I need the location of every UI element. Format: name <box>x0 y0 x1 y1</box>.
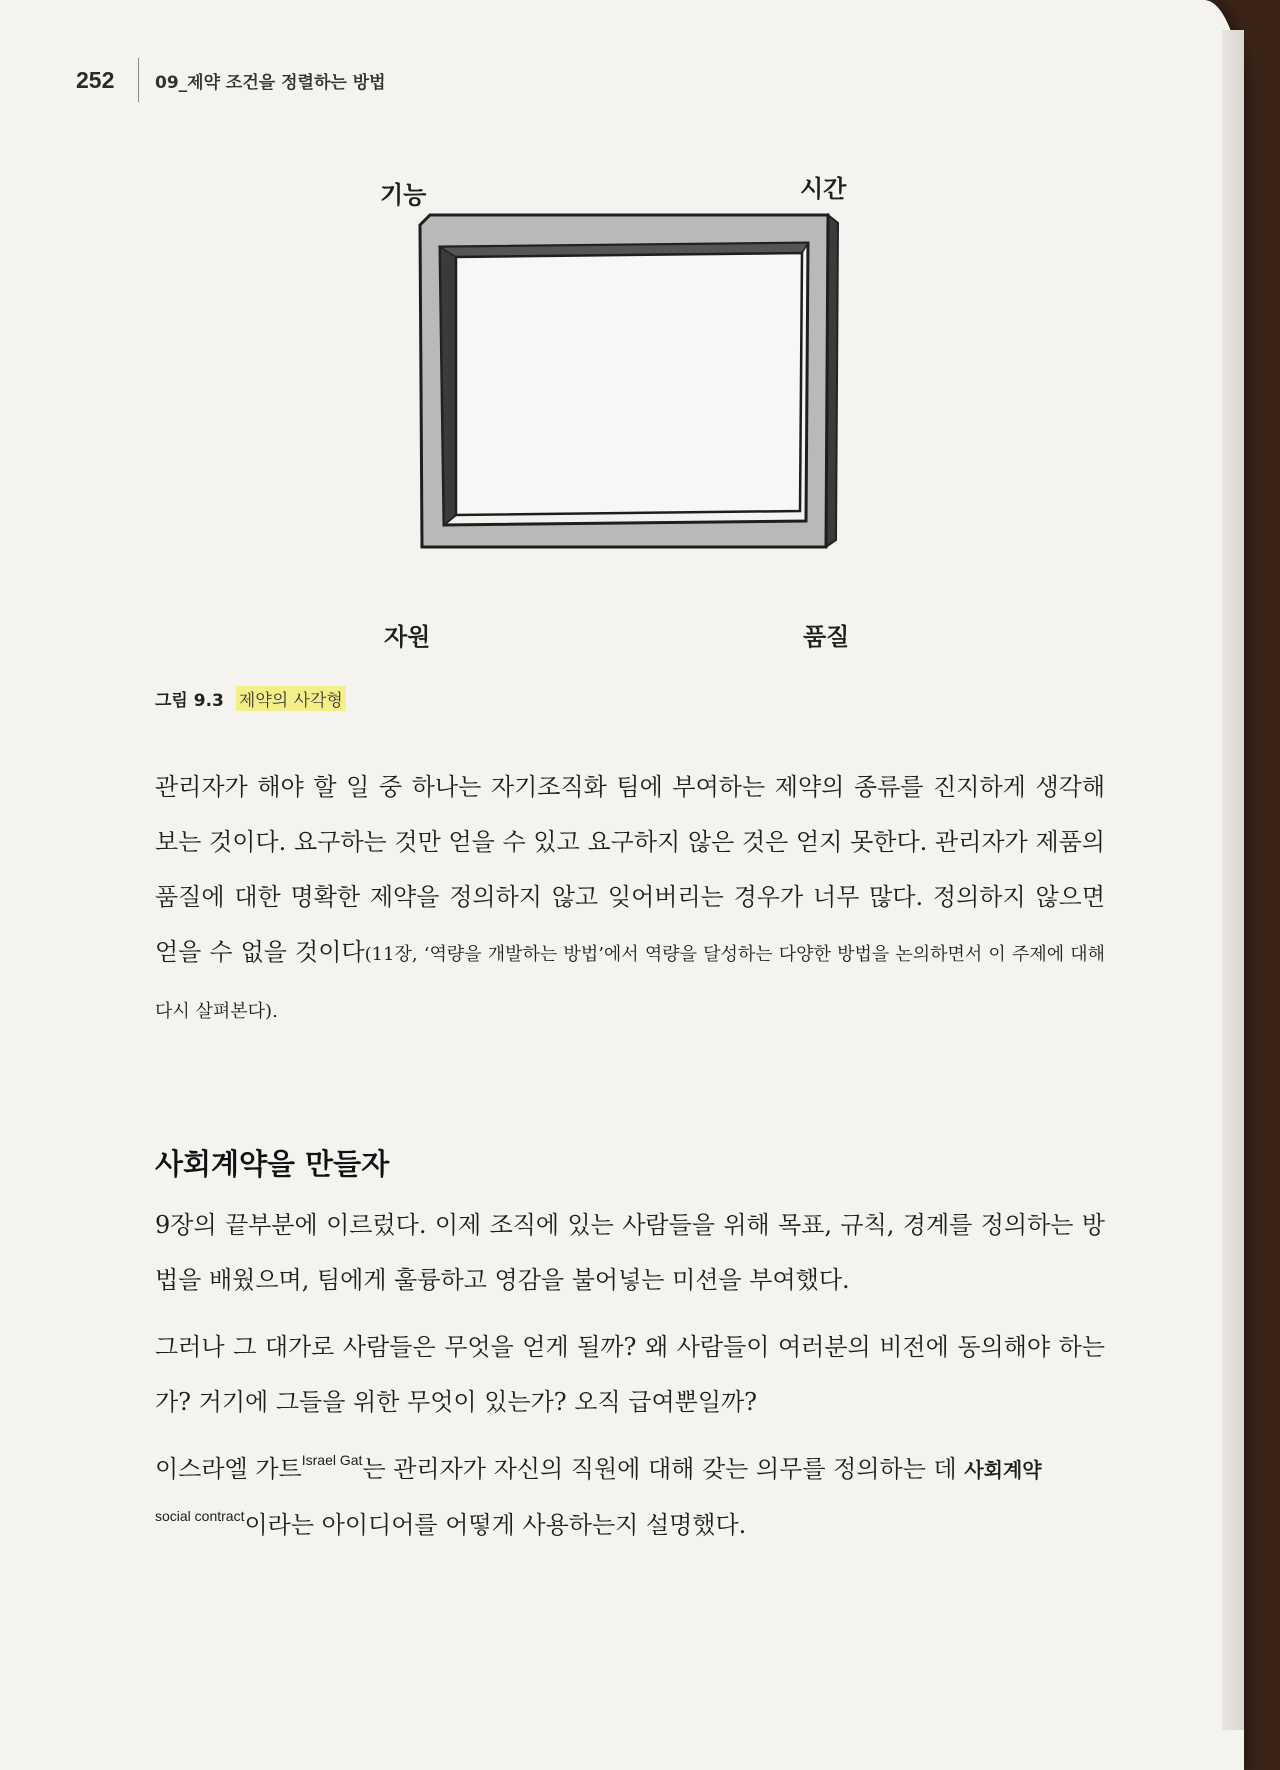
term-social-contract: 사회계약 <box>964 1458 1042 1482</box>
caption-number: 그림 9.3 <box>155 691 224 711</box>
label-time: 시간 <box>800 175 847 203</box>
constraint-square-figure <box>380 175 870 665</box>
square-inner-left-bevel <box>440 247 456 525</box>
running-head <box>76 58 386 102</box>
page-number: 252 <box>76 66 115 93</box>
square-inner-area <box>456 253 802 515</box>
section-heading: 사회계약을 만들자 <box>155 1147 390 1181</box>
sup-israel-gat: Israel Gat <box>301 1452 363 1468</box>
chapter-title: 09_제약 조건을 정렬하는 방법 <box>155 72 386 93</box>
label-quality: 품질 <box>803 623 850 651</box>
paragraph-chapter-end: 9장의 끝부분에 이르렀다. 이제 조직에 있는 사람들을 위해 목표, 규칙, 경계를 정의하는 방법을 배웠으며, 팀에게 훌륭하고 영감을 불어넣는 미션을 부여했다. <box>155 1211 1105 1294</box>
paragraph-social-contract <box>155 1442 1105 1553</box>
header-divider <box>138 58 139 102</box>
paragraph-constraints-main: 관리자가 해야 할 일 중 하나는 자기조직화 팀에 부여하는 제약의 종류를 진지하게 생각해 보는 것이다. 요구하는 것만 얻을 수 있고 요구하지 않은 것은 얻지 못한다. 관리자가 제품의 품질에 대한 명확한 제약을 정의하지 않고 잊어버리는 경우가 너무 많다. 정의하지 않으면 얻을 수 없을 것이다 <box>155 773 1105 966</box>
sup-social-contract: social contract <box>155 1508 245 1524</box>
label-function: 기능 <box>380 181 427 209</box>
text-israel-gat: 이스라엘 가트 <box>155 1455 302 1483</box>
paragraph-constraints-aside: (11장, ‘역량을 개발하는 방법’에서 역량을 달성하는 다양한 방법을 논의하면서 이 주제에 대해 다시 살펴본다). <box>155 944 1106 1022</box>
text-manager-duty: 는 관리자가 자신의 직원에 대해 갖는 의무를 정의하는 데 <box>362 1455 965 1483</box>
text-idea-explained: 이라는 아이디어를 어떻게 사용하는지 설명했다. <box>244 1511 747 1539</box>
figure-caption <box>155 686 346 711</box>
caption-text: 제약의 사각형 <box>236 686 346 711</box>
paragraph-constraints <box>155 760 1105 1039</box>
page-edge <box>1222 30 1244 1730</box>
paragraph-questions: 그러나 그 대가로 사람들은 무엇을 얻게 될까? 왜 사람들이 여러분의 비전에 동의해야 하는가? 거기에 그들을 위한 무엇이 있는가? 오직 급여뿐일까? <box>155 1333 1105 1416</box>
label-resource: 자원 <box>384 623 431 651</box>
constraint-square-drawing <box>410 175 870 665</box>
